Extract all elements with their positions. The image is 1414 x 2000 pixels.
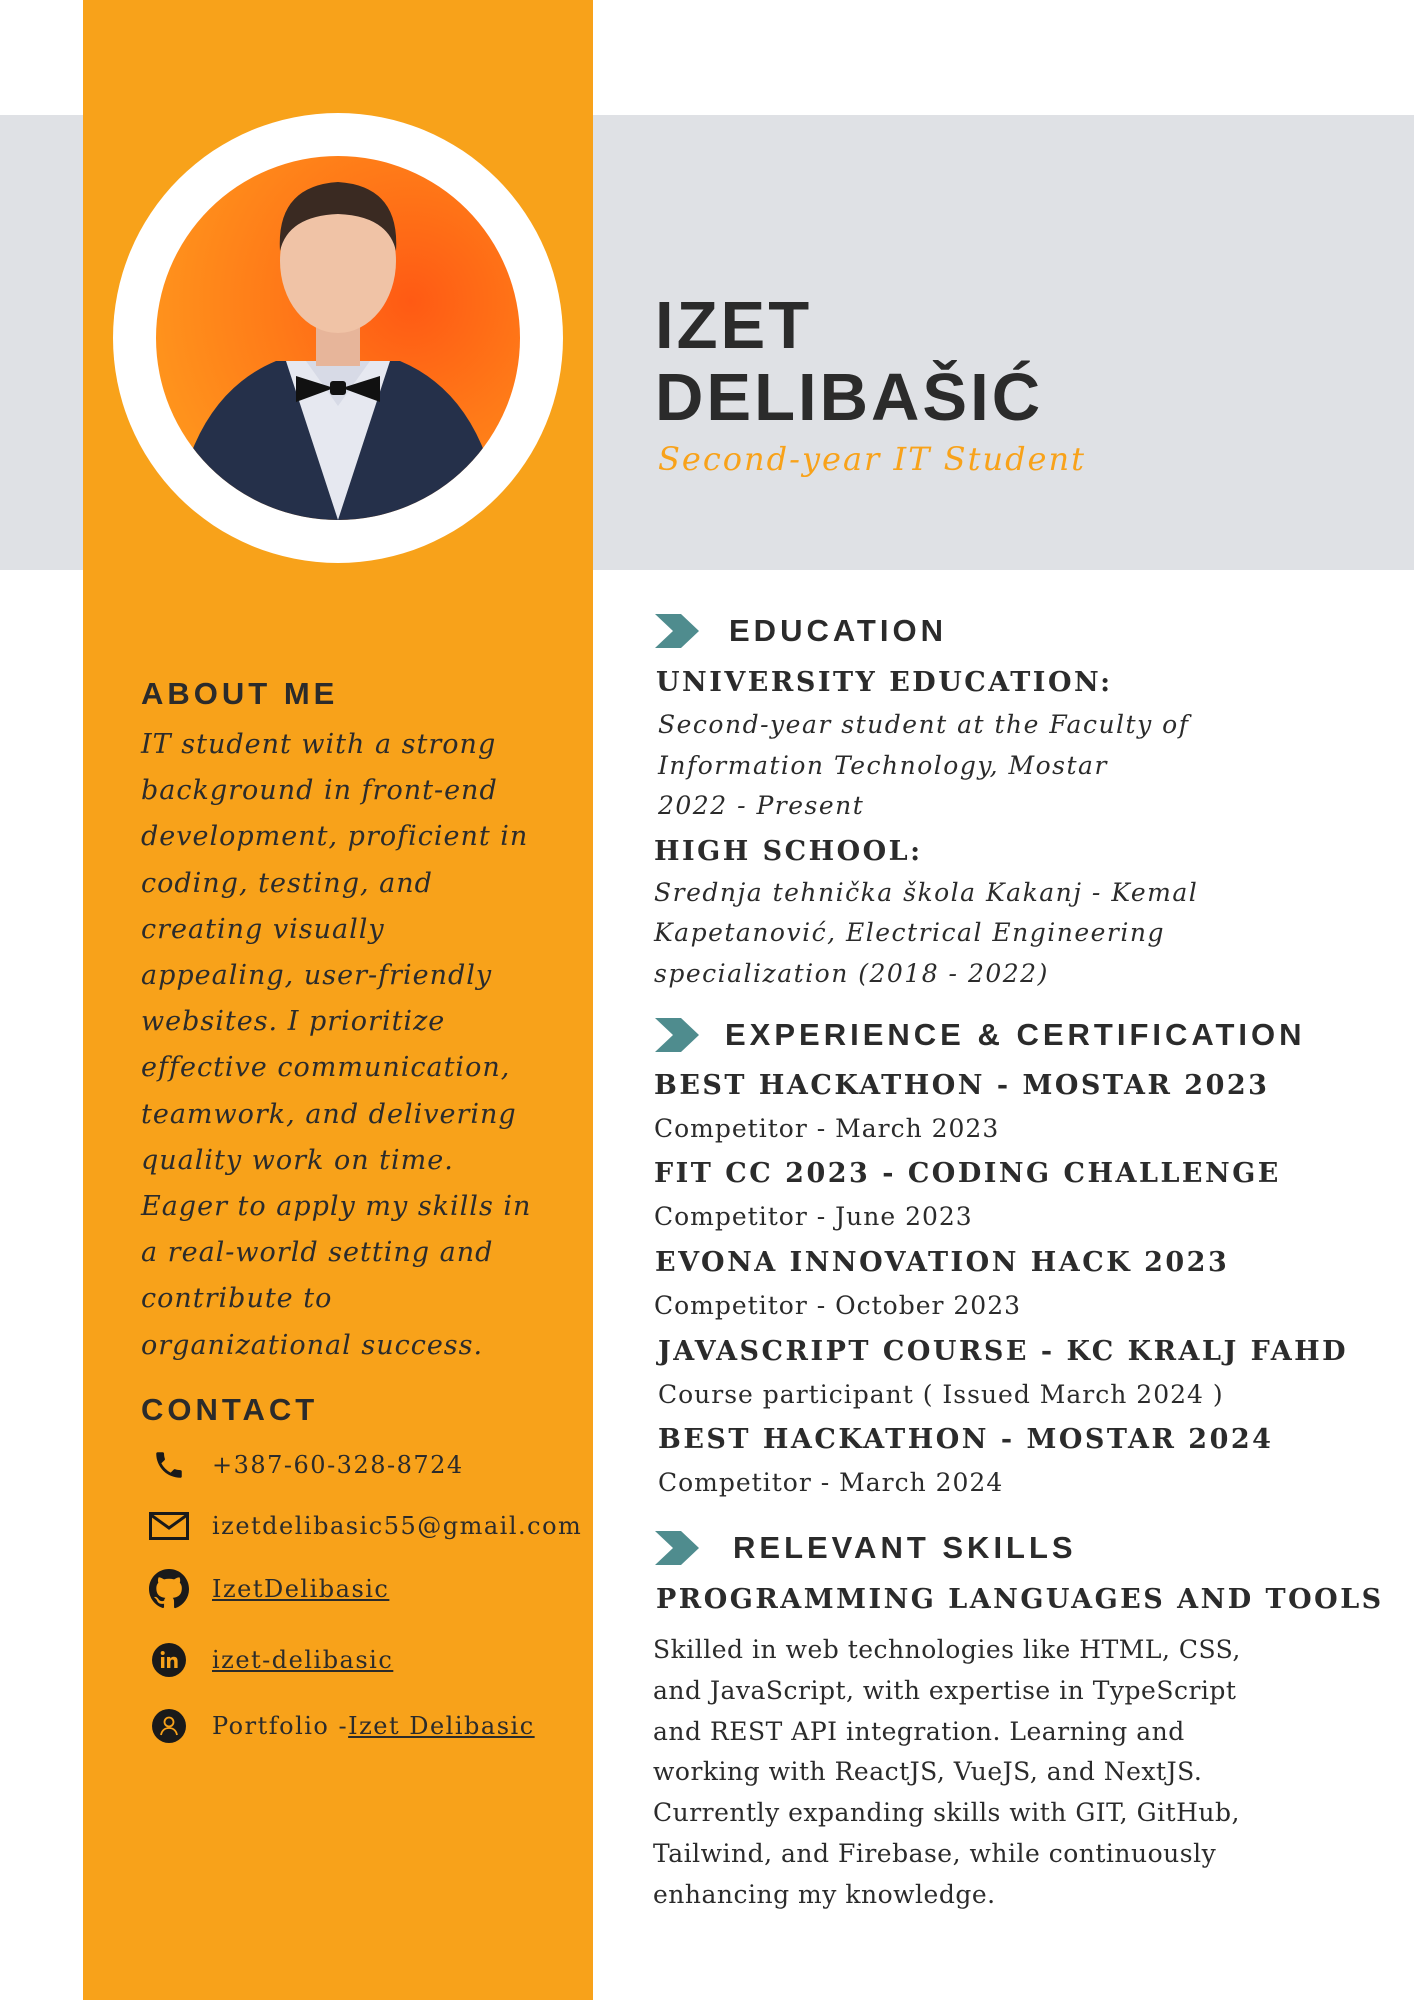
- contact-portfolio: [148, 1704, 535, 1748]
- contact-linkedin: [148, 1638, 394, 1682]
- highschool-line-3: specialization (2018 - 2022): [654, 959, 1049, 988]
- skills-section-header: [655, 1530, 1077, 1566]
- experience-detail-4: Course participant ( Issued March 2024 ): [658, 1380, 1224, 1409]
- experience-title-2: FIT CC 2023 - CODING CHALLENGE: [654, 1158, 1281, 1189]
- education-heading: EDUCATION: [729, 613, 947, 648]
- mail-icon: [148, 1505, 190, 1547]
- portfolio-link[interactable]: Izet Delibasic: [348, 1712, 535, 1740]
- person-name: [655, 290, 1043, 434]
- job-subtitle: Second-year IT Student: [658, 440, 1086, 478]
- about-text: IT student with a strong background in front-end development, proficient in coding, testing, and creating visually appealing, user-friendly websites. I prioritize effective communication, teamwork, and delivering quality work on time. Eager to apply my skills in a real-world setting and contribute to organizational success.: [141, 729, 532, 1361]
- experience-heading: EXPERIENCE & CERTIFICATION: [725, 1017, 1306, 1052]
- about-heading: ABOUT ME: [141, 676, 339, 711]
- experience-title-1: BEST HACKATHON - MOSTAR 2023: [654, 1070, 1270, 1101]
- skills-heading: RELEVANT SKILLS: [733, 1530, 1077, 1565]
- phone-number: +387-60-328-8724: [212, 1451, 464, 1479]
- highschool-line-1: Srednja tehnička škola Kakanj - Kemal: [654, 878, 1199, 907]
- email-address[interactable]: izetdelibasic55@gmail.com: [212, 1512, 583, 1540]
- university-title: UNIVERSITY EDUCATION:: [656, 667, 1113, 698]
- experience-detail-2: Competitor - June 2023: [654, 1202, 973, 1231]
- experience-title-3: EVONA INNOVATION HACK 2023: [655, 1247, 1230, 1278]
- experience-title-4: JAVASCRIPT COURSE - KC KRALJ FAHD: [658, 1336, 1349, 1367]
- portfolio-prefix: Portfolio -: [212, 1712, 349, 1740]
- github-link[interactable]: [212, 1575, 389, 1603]
- experience-detail-3: Competitor - October 2023: [654, 1291, 1022, 1320]
- skills-subheading: PROGRAMMING LANGUAGES AND TOOLS: [656, 1584, 1384, 1615]
- education-section-header: [655, 613, 947, 649]
- contact-email: [148, 1504, 583, 1548]
- skills-text: Skilled in web technologies like HTML, CSS, and JavaScript, with expertise in TypeScript and REST API integration. Learning and working with ReactJS, VueJS, and NextJS. Currently expanding skills with GIT, GitHub, Tailwind, and Firebase, while continuously enhancing my knowledge.: [653, 1635, 1241, 1909]
- last-name: DELIBAŠIĆ: [655, 360, 1044, 435]
- contact-phone: [148, 1443, 464, 1487]
- university-line-3: 2022 - Present: [658, 791, 865, 820]
- first-name: IZET: [655, 288, 813, 363]
- chevron-right-icon: [655, 1531, 703, 1565]
- experience-detail-5: Competitor - March 2024: [658, 1468, 1004, 1497]
- user-icon: [148, 1705, 190, 1747]
- university-line-2: Information Technology, Mostar: [658, 751, 1108, 780]
- chevron-right-icon: [655, 614, 703, 648]
- experience-detail-1: Competitor - March 2023: [654, 1114, 1000, 1143]
- phone-icon: [148, 1444, 190, 1486]
- experience-title-5: BEST HACKATHON - MOSTAR 2024: [658, 1424, 1274, 1455]
- github-username[interactable]: IzetDelibasic: [212, 1575, 390, 1603]
- experience-section-header: [655, 1017, 1306, 1053]
- linkedin-icon: [148, 1639, 190, 1681]
- github-icon: [148, 1568, 190, 1610]
- highschool-title: HIGH SCHOOL:: [654, 836, 923, 867]
- linkedin-username[interactable]: izet-delibasic: [212, 1646, 394, 1674]
- contact-github: [148, 1567, 390, 1611]
- linkedin-link[interactable]: [212, 1646, 393, 1674]
- highschool-line-2: Kapetanović, Electrical Engineering: [654, 918, 1165, 947]
- profile-photo: [156, 156, 520, 520]
- chevron-right-icon: [655, 1018, 703, 1052]
- portrait-illustration: [156, 156, 520, 520]
- university-line-1: Second-year student at the Faculty of: [658, 710, 1190, 739]
- portfolio-line: [212, 1712, 535, 1740]
- contact-heading: CONTACT: [141, 1392, 319, 1427]
